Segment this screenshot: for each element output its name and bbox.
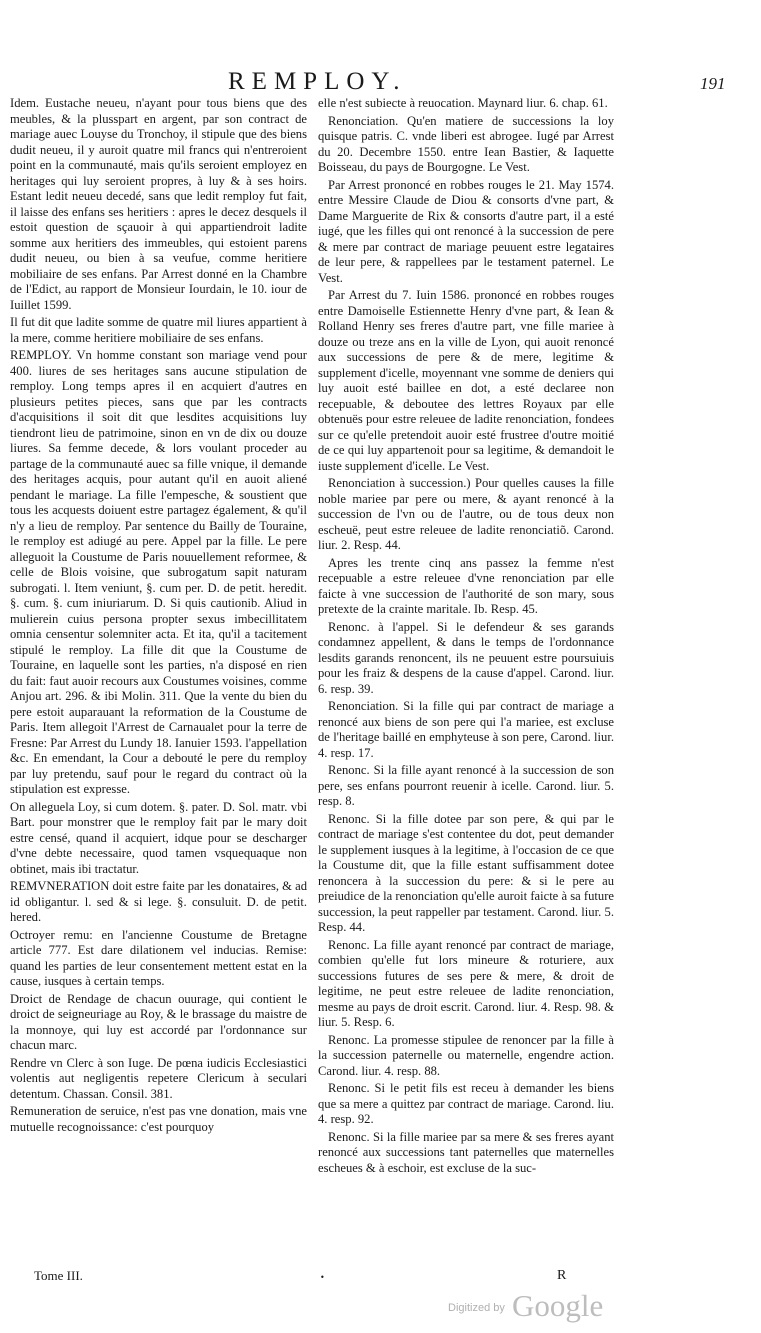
- paragraph: Renonc. Si la fille ayant renoncé à la succession de son pere, ses enfans pourront reuenir à icelle. Carond. liur. 5. resp. 8.: [318, 763, 614, 808]
- paragraph: Par Arrest du 7. Iuin 1586. prononcé en robbes rouges entre Damoiselle Estiennette Henry d'vne part, & Iean & Rolland Henry ses freres d'autre part, vne fille mariee à douze ou treze ans en la ville de Lyon, qui auoit renoncé aux successions de pere & de mere, legitime & supplement d'icelle, moyennant vne somme de deniers qui luy auoit esté baillee en dot, a esté declaree non recepuable, & deboutee des lettres Royaux par elle obtenuës pour estre releuee de ladite renonciation, fondees sur ce qu'elle pretendoit auoir esté frustree d'outre moitié de ce qui luy appartenoit pour sa legitime, & demandoit le iuste supplement d'icelle. Le Vest.: [318, 288, 614, 473]
- right-column: [318, 96, 614, 1276]
- paragraph: Renonc. Si le petit fils est receu à demander les biens que sa mere a quittez par contract de mariage. Carond. liu. 4. resp. 92.: [318, 1081, 614, 1126]
- watermark-prefix: Digitized by: [448, 1302, 505, 1314]
- paragraph: Apres les trente cinq ans passez la femme n'est recepuable a estre releuee d'vne renonciation par elle faicte à vne succession de l'authorité de son mary, sous pretexte de la crainte maritale. Ib. Resp. 45.: [318, 555, 614, 616]
- signature-mark: R: [557, 1268, 567, 1283]
- running-head: [0, 68, 761, 98]
- paragraph: Renonciation. Qu'en matiere de successions la loy quisque patris. C. vnde liberi est abrogee. Iugé par Arrest du 20. Decembre 1550. entre Iean Bastier, & Iaquette Boisseau, du pays de Bourgogne. Le Vest.: [318, 113, 614, 174]
- paragraph: Renonc. La promesse stipulee de renoncer par la fille à la succession paternelle ou maternelle, engendre action. Carond. liur. 4. resp. 88.: [318, 1032, 614, 1078]
- page-number: 191: [700, 74, 726, 93]
- left-column: [10, 96, 307, 1276]
- paragraph: Par Arrest prononcé en robbes rouges le 21. May 1574. entre Messire Claude de Diou & consorts d'vne part, & Dame Marguerite de Rix & consorts d'autre part, il a esté iugé, que les filles qui ont renoncé à la succession de pere & mere par contract de mariage peuuent estre legataires de leur pere, & rappellees par le testament paternel. Le Vest.: [318, 177, 614, 285]
- digitization-watermark: [440, 1288, 640, 1328]
- bullet-mark-icon: •: [320, 1273, 325, 1282]
- paragraph: Remuneration de seruice, n'est pas vne donation, mais vne mutuelle recognoissance: c'est pourquoy: [10, 1104, 307, 1134]
- paragraph: Renonc. à l'appel. Si le defendeur & ses garands condamnez appellent, & dans le temps de l'ordonnance lesdits garands renoncent, ils ne peuuent estre poursuiuis pour les fraiz & despens de la cause d'appel. Carond. liur. 6. resp. 39.: [318, 619, 614, 696]
- paragraph: REMPLOY. Vn homme constant son mariage vend pour 400. liures de ses heritages sans aucune stipulation de remploy. Long temps apres il en acquiert d'autres en plusieurs petites pieces, sans que par les contracts d'acquisitions il soit dit que lesdites acquisitions luy tiendront lieu de patrimoine, sinon en vn de dix ou douze liures. Sa femme decede, & lors voulant proceder au partage de la communauté auec sa fille vnique, il demande des heritages acquis, pour autant qu'il en auoit aliené pendant le mariage. La fille l'empesche, & soustient que tous les acquests doiuent estre partagez également, & qu'il n'y a lieu de remploy. Par sentence du Bailly de Touraine, le remploy est adiugé au pere. Appel par la fille. Le pere alleguoit la Coustume de Paris nouuellement reformee, & celle de Blois voisine, que subrogatum sapit naturam subrogati. l. Item veniunt, §. cum per. D. de petit. heredit. §. cum. §. cum iniuriarum. D. Si quis cautionib. Aliud in mulierein cuius persona propter sexus imbecillitatem omnia censentur solemniter acta. Et ita, qu'il a tacitement stipulé le remploy. La fille dit que la Coustume de Touraine, en laquelle sont les parties, n'a disposé en rien du fait: faut auoir recours aux Coustumes voisines, comme Anjou art. 296. & ibi Molin. 311. Que la vente du bien du pere estoit auparauant la reformation de la Coustume de Paris. Item allegoit l'Arrest de Carnaualet pour la terre de Fresne: Par Arrest du Lundy 18. Ianuier 1593. l'appellation &c. En emendant, la Cour a debouté le pere du remploy par luy pretendu, sauf pour le regard du contract où la stipulation est expresse.: [10, 348, 307, 796]
- paragraph: REMVNERATION doit estre faite par les donataires, & ad id obligantur. l. sed & si lege. §. consuluit. D. de petit. hered.: [10, 879, 307, 924]
- paragraph: Renonc. Si la fille dotee par son pere, & qui par le contract de mariage s'est contentee du dot, peut demander le supplement iusques à la legitime, à l'occasion de ce que la Coustume dit, que la fille estant suffisamment dotee renoncera à la succession du pere: & si le pere au preiudice de la renonciation qu'elle auroit faicte à sa future succession, la peut rappeller par testament. Carond. liur. 5. Resp. 44.: [318, 811, 614, 934]
- paragraph: Renonc. La fille ayant renoncé par contract de mariage, combien qu'elle fut lors mineure & roturiere, aux successions futures de ses pere & mere, & droit de legitime, ne peut estre releuee de ladite renonciation, mesme au pays de droit escrit. Carond. liur. 4. Resp. 98. & liur. 5. Resp. 6.: [318, 937, 614, 1029]
- paragraph: Il fut dit que ladite somme de quatre mil liures appartient à la mere, comme heritiere mobiliaire de ses enfans.: [10, 315, 307, 345]
- paragraph: Renonciation à succession.) Pour quelles causes la fille noble mariee par pere ou mere, & ayant renoncé à la succession de l'vn ou de l'autre, ou de tous deux non escheuë, peut estre releuee de ladite renonciatiõ. Carond. liur. 2. Resp. 44.: [318, 476, 614, 552]
- paragraph: elle n'est subiecte à reuocation. Maynard liur. 6. chap. 61.: [318, 96, 608, 110]
- paragraph: Rendre vn Clerc à son Iuge. De pœna iudicis Ecclesiastici volentis aut negligentis repetere Clericum à seculari detentum. Chassan. Consil. 381.: [10, 1055, 307, 1101]
- page-title: REMPLOY.: [228, 68, 407, 95]
- paragraph: Droict de Rendage de chacun ouurage, qui contient le droict de seigneuriage au Roy, & le brassage du maistre de la monnoye, qui luy est accordé par l'ordonnance sur chacun marc.: [10, 991, 307, 1052]
- paragraph: On alleguela Loy, si cum dotem. §. pater. D. Sol. matr. vbi Bart. pour monstrer que le remploy fait par le mary doit estre censé, quand il acquiert, idque pour se descharger d'vne debte necessaire, quod tamen vsquequaque non obtinet, mais ibi tractatur.: [10, 799, 307, 876]
- paragraph: Renonciation. Si la fille qui par contract de mariage a renoncé aux biens de son pere qui l'a mariee, est excluse de l'heritage baillé en emphyteuse à son pere, Carond. liur. 4. resp. 17.: [318, 699, 614, 760]
- paragraph: Renonc. Si la fille mariee par sa mere & ses freres ayant renoncé aux successions tant paternelles que maternelles escheues & à eschoir, est excluse de la suc-: [318, 1129, 614, 1175]
- volume-label: Tome III.: [34, 1268, 83, 1283]
- paragraph: Idem. Eustache neueu, n'ayant pour tous biens que des meubles, & la plusspart en argent, par son contract de mariage auec Louyse du Tronchoy, il stipule que des biens dudit neueu, il y auroit quatre mil francs qui n'entreroient point en la communauté, mais qu'ils seroient employez en heritages qui luy seroient propres, à luy & à ses hoirs. Estant ledit neueu decedé, sans que ledit remploy fut fait, il laisse des enfans ses heritiers : apres le decez desquels il estoit question de sçauoir à qui appartiendroit ladite somme aux heritiers des immeubles, qui estoient parens dudit neueu, ou bien à sa veufue, comme heritiere mobiliaire de ses enfans. Par Arrest donné en la Chambre de l'Edict, au rapport de Monsieur Iourdain, le 10. iour de Iuillet 1599.: [10, 96, 307, 312]
- paragraph: Octroyer remu: en l'ancienne Coustume de Bretagne article 777. Est dare dilationem vel inducias. Remise: quand les parties de leur consentement mettent estat en la cause, iusques à certain temps.: [10, 927, 307, 988]
- watermark-brand: Google: [512, 1288, 604, 1323]
